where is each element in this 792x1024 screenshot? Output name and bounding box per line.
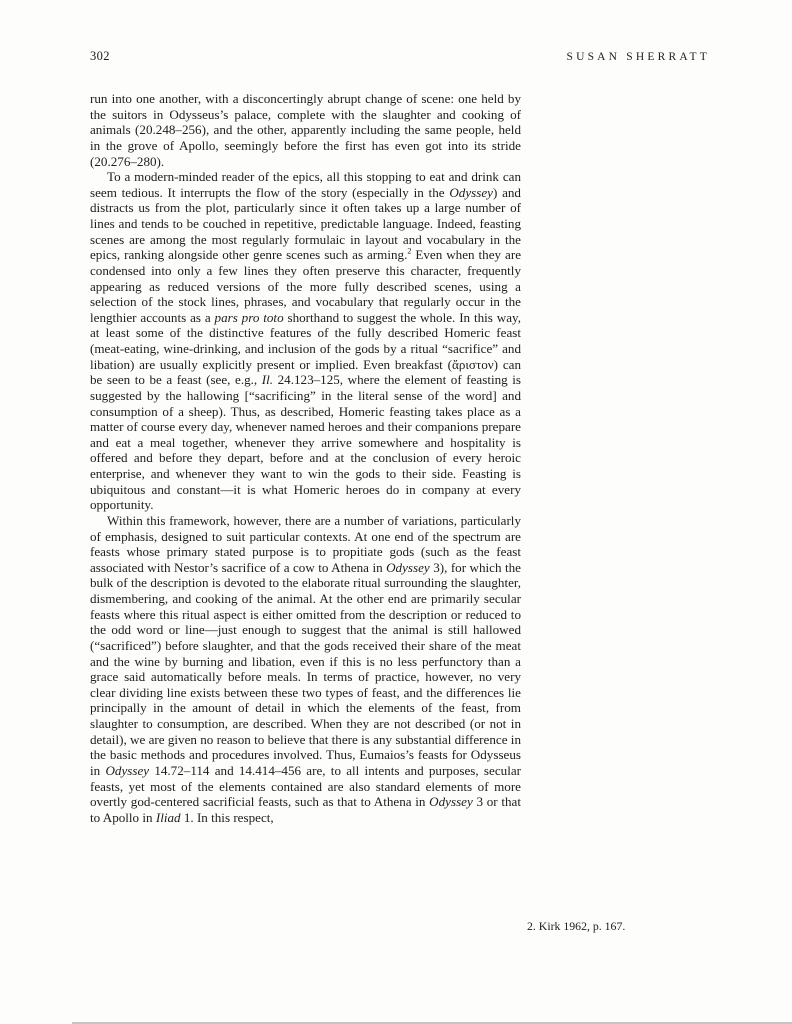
text-run: Even when they are condensed into only a few lines they often preserve this character, frequently appearing as reduced versions of the more fully described scenes, using a selection of the stock lines, phrases, and vocabulary that regularly occur in the lengthier accounts as a bbox=[90, 247, 522, 325]
text-run: shorthand to suggest the whole. In this way, at least some of the distinctive features of the fully described Homeric feast (meat-eating, wine-drinking, and inclusion of the gods by a ritual “sacrifice” and libation) are usually explicitly present or implied. Even breakfast (ἄριστον) can be seen to be a feast (see, e.g., bbox=[90, 309, 521, 388]
text-run: ) and distracts us from the plot, particularly since it often takes up a large number of lines and tends to be couched in repetitive, predictable language. Indeed, feasting scenes are among the most regularly formulaic in layout and vocabulary in the epics, ranking alongside other genre scenes such as arming. bbox=[90, 184, 521, 263]
text-run: To a modern-minded reader of the epics, all this stopping to eat and drink can seem tedious. It interrupts the flow of the story (especially in the bbox=[90, 169, 521, 200]
footnote-marker: 2 bbox=[407, 246, 412, 256]
italic-text: Iliad bbox=[155, 809, 181, 825]
italic-text: Odyssey bbox=[429, 794, 473, 810]
text-run: run into one another, with a disconcertingly abrupt change of scene: one held by the suitors in Odysseus’s palace, complete with the slaughter and cooking of animals (20.248–256), and the other, apparently including the same people, held in the grove of Apollo, seemingly before the first has even got into its stride (20.276–280). bbox=[90, 91, 521, 169]
italic-text: Odyssey bbox=[449, 184, 493, 200]
text-run: Within this framework, however, there are a number of variations, particularly of emphasis, designed to suit particular contexts. At one end of the spectrum are feasts whose primary stated purpose is to propitiate gods (such as the feast associated with Nestor’s sacrifice of a cow to Athena in bbox=[90, 512, 521, 575]
italic-text: Odyssey bbox=[386, 559, 430, 575]
text-run: 14.72–114 and 14.414–456 are, to all intents and purposes, secular feasts, yet most of the elements contained are also standard elements of more overtly god-centered sacrificial feasts, such as that to Athena in bbox=[90, 762, 521, 810]
text-run: 3 or that to Apollo in bbox=[90, 794, 521, 825]
page-header bbox=[90, 49, 710, 64]
italic-text: pars pro toto bbox=[214, 309, 284, 325]
page-number: 302 bbox=[90, 49, 110, 63]
text-run: 1. In this respect, bbox=[180, 809, 274, 825]
italic-text: Odyssey bbox=[105, 762, 150, 778]
margin-footnote bbox=[527, 919, 625, 933]
paragraph bbox=[90, 91, 521, 169]
text-run: 3), for which the bulk of the description is devoted to the elaborate ritual surrounding the slaughter, dismembering, and cooking of the animal. At the other end are primarily secular feasts where this ritual aspect is either omitted from the description or reduced to the odd word or line—just enough to suggest that the animal is still hallowed (“sacrificed”) before slaughter, and that the gods received their share of the meat and the wine by burning and libation, even if this is no less perfunctory than a grace said automatically before meals. In terms of practice, however, no very clear dividing line exists between these two types of feast, and the differences lie principally in the amount of detail in which the elements of the feast, from slaughter to consumption, are described. When they are not described (or not in detail), we are given no reason to believe that there is any substantial difference in the basic methods and procedures involved. Thus, Eumaios’s feasts for Odysseus in bbox=[90, 559, 521, 778]
footnote-text: 2. Kirk 1962, p. 167. bbox=[527, 919, 626, 933]
running-head: SUSAN SHERRATT bbox=[566, 51, 710, 63]
text-run: 24.123–125, where the element of feasting is suggested by the hallowing [“sacrificing” in the literal sense of the word] and consumption of a sheep). Thus, as described, Homeric feasting takes place as a matter of course every day, whenever named heroes and their companions prepare and eat a meal together, whenever they arrive somewhere and hospitality is offered and before they depart, before and at the conclusion of every heroic enterprise, and whenever they want to win the gods to their side. Feasting is ubiquitous and constant—it is what Homeric heroes do in company at every opportunity. bbox=[90, 372, 521, 513]
paragraph bbox=[90, 169, 521, 513]
paragraph bbox=[90, 513, 521, 826]
italic-text: Il. bbox=[261, 372, 274, 388]
body-text bbox=[90, 91, 521, 825]
